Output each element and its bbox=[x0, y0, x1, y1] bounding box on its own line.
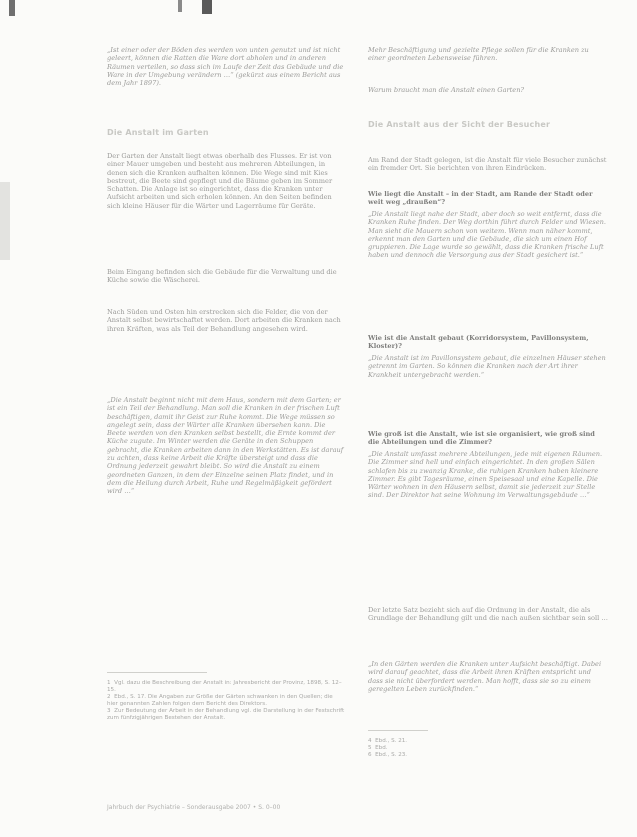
intro-text: Mehr Beschäftigung und gezielte Pflege sollen für die Kranken zu einer geordneten Lebensweise führen. bbox=[368, 46, 589, 63]
question: Wie liegt die Anstalt – in der Stadt, am Rande der Stadt oder weit weg „draußen“? bbox=[368, 190, 593, 207]
answer: „Die Anstalt umfasst mehrere Abteilungen, jede mit eigenen Räumen. Die Zimmer sind hell und einfach eingerichtet. In den großen Sälen schlafen bis zu zwanzig Kranke, die ruhigen Kranken haben kleinere Zimmer. Es gibt Tagesräume, einen Speisesaal und eine Kapelle. Die Wärter wohnen in den Häusern selbst, damit sie jederzeit zur Stelle sind. Der Direktor hat seine Wohnung im Verwaltungsgebäude …“ bbox=[368, 450, 603, 500]
block-quote: „Die Anstalt beginnt nicht mit dem Haus, sondern mit dem Garten; er ist ein Teil der Behandlung. Man soll die Kranken in der frischen Luft beschäftigen, damit ihr Geist zur Ruhe kommt. Die Wege müssen so angelegt sein, dass der Wärter alle Kranken übersehen kann. Die Beete werden von den Kranken selbst bestellt, die Ernte kommt der Küche zugute. Im Winter werden die Geräte in den Schuppen gebracht, die Kranken arbeiten dann in den Werkstätten. Es ist darauf zu achten, dass keine Arbeit die Kräfte übersteigt und dass die Ordnung jederzeit gewahrt bleibt. So wird die Anstalt zu einem geordneten Ganzen, in dem der Einzelne seinen Platz findet, und in dem die Heilung durch Arbeit, Ruhe und Regelmäßigkeit gefördert wird …“ bbox=[107, 396, 344, 496]
scan-mark bbox=[202, 0, 212, 14]
paragraph: Der letzte Satz bezieht sich auf die Ordnung in der Anstalt, die als Grundlage der Behandlung gilt und die nach außen sichtbar sein soll … bbox=[368, 606, 608, 623]
answer: „Die Anstalt ist im Pavillonsystem gebaut, die einzelnen Häuser stehen getrennt im Garten. So können die Kranken nach der Art ihrer Krankheit untergebracht werden.“ bbox=[368, 354, 606, 379]
paragraph: Der Garten der Anstalt liegt etwas oberhalb des Flusses. Er ist von einer Mauer umgeben und besteht aus mehreren Abteilungen, in denen sich die Kranken aufhalten können. Die Wege sind mit Kies bestreut, die Beete sind gepflegt und die Bäume geben im Sommer Schatten. Die Anlage ist so eingerichtet, dass die Kranken unter Aufsicht arbeiten und sich erholen können. An den Seiten befinden sich kleine Häuser für die Wärter und Lagerräume für Geräte. bbox=[107, 152, 333, 210]
question: Warum braucht man die Anstalt einen Garten? bbox=[368, 86, 524, 94]
answer: „Die Anstalt liegt nahe der Stadt, aber doch so weit entfernt, dass die Kranken Ruhe finden. Der Weg dorthin führt durch Felder und Wiesen. Man sieht die Mauern schon von weitem. Wenn man näher kommt, erkennt man den Garten und die Gebäude, die sich um einen Hof gruppieren. Die Lage wurde so gewählt, dass die Kranken frische Luft haben und dennoch die Versorgung aus der Stadt gesichert ist.“ bbox=[368, 210, 606, 260]
footnotes: 4 Ebd., S. 21. 5 Ebd. 6 Ebd., S. 23. bbox=[368, 738, 408, 758]
question: Wie groß ist die Anstalt, wie ist sie organisiert, wie groß sind die Abteilungen und die Zimmer? bbox=[368, 430, 595, 447]
section-heading: Die Anstalt im Garten bbox=[107, 128, 209, 137]
section-heading: Die Anstalt aus der Sicht der Besucher bbox=[368, 120, 551, 129]
paragraph: Am Rand der Stadt gelegen, ist die Anstalt für viele Besucher zunächst ein fremder Ort. Sie berichten von ihren Eindrücken. bbox=[368, 156, 607, 173]
scan-mark bbox=[9, 0, 15, 16]
paragraph: Beim Eingang befinden sich die Gebäude für die Verwaltung und die Küche sowie die Wäscherei. bbox=[107, 268, 337, 285]
quote-top: „Ist einer oder der Böden des werden von unten genutzt und ist nicht geleert, können die Ratten die Ware dort abholen und in anderen Räumen verteilen, so dass sich im Laufe der Zeit das Gebäude und die Ware in der Umgebung verändern …“ (gekürzt aus einem Bericht aus dem Jahr 1897). bbox=[107, 46, 344, 88]
side-tab bbox=[0, 182, 10, 260]
question: Wie ist die Anstalt gebaut (Korridorsystem, Pavillonsystem, Kloster)? bbox=[368, 334, 589, 351]
scan-mark bbox=[178, 0, 182, 12]
block-quote: „In den Gärten werden die Kranken unter Aufsicht beschäftigt. Dabei wird darauf geachtet, dass die Arbeit ihren Kräften entspricht und dass sie nicht überfordert werden. Man hofft, dass sie so zu einem geregelten Leben zurückfinden.“ bbox=[368, 660, 602, 693]
page-footer: Jahrbuch der Psychiatrie – Sonderausgabe 2007 • S. 0–00 bbox=[107, 804, 281, 811]
footnote-rule bbox=[107, 672, 207, 673]
paragraph: Nach Süden und Osten hin erstrecken sich die Felder, die von der Anstalt selbst bewirtschaftet werden. Dort arbeiten die Kranken nach ihren Kräften, was als Teil der Behandlung angesehen wird. bbox=[107, 308, 341, 333]
footnote-rule bbox=[368, 730, 428, 731]
footnotes: 1 Vgl. dazu die Beschreibung der Anstalt in: Jahresbericht der Provinz, 1898, S. 12–15. 2 Ebd., S. 17. Die Angaben zur Größe der Gärten schwanken in den Quellen; die hier genannten Zahlen folgen dem Bericht des Direktors. 3 Zur Bedeutung der Arbeit in der Behandlung vgl. die Darstellung in der Festschrift zum fünfzigjährigen Bestehen der Anstalt. bbox=[107, 680, 345, 721]
